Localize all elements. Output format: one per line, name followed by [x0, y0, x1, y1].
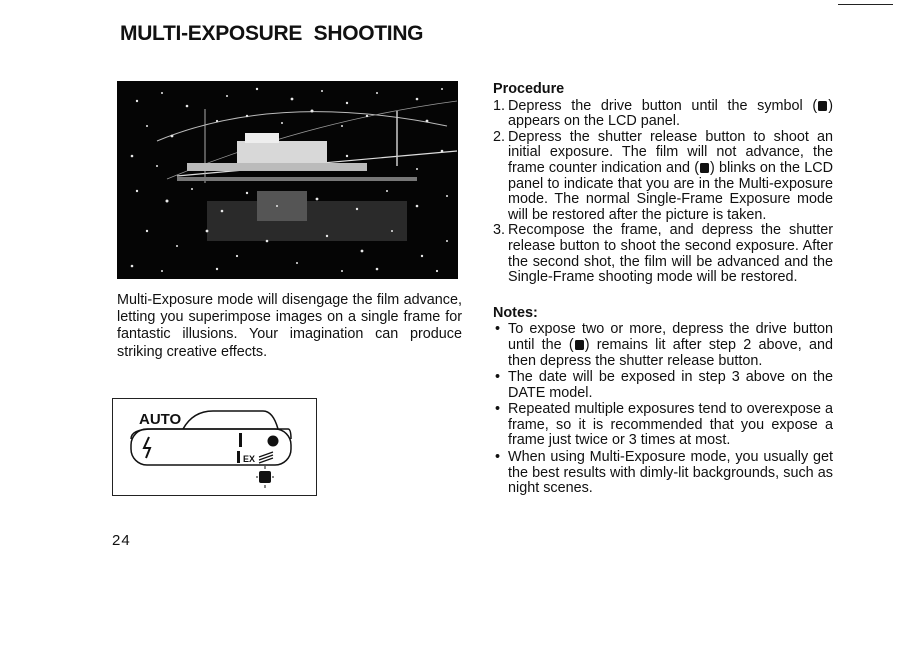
multi-exposure-symbol-icon — [699, 162, 710, 174]
step-number: 3. — [493, 222, 506, 239]
procedure-step — [493, 223, 833, 285]
flash-icon — [144, 437, 150, 458]
page-number: 24 — [112, 532, 131, 549]
multi-exposure-symbol-icon — [256, 466, 274, 488]
note-text: To expose two or more, depress the drive button until the ( — [508, 321, 833, 353]
procedure-steps — [493, 99, 833, 286]
notes-heading: Notes: — [493, 304, 538, 321]
note-item — [493, 402, 833, 449]
film-icon — [259, 452, 273, 463]
note-item — [493, 370, 833, 401]
multi-exposure-symbol-icon — [574, 339, 585, 351]
notes-list — [493, 322, 833, 497]
multi-exposure-photo — [117, 81, 458, 279]
note-text: The date will be exposed in step 3 above on the DATE model. — [508, 369, 833, 401]
step-text: Depress the drive button until the symbol ( — [508, 97, 818, 114]
intro-caption: Multi-Exposure mode will disengage the film advance, letting you superimpose images on a single frame for fantastic illusions. Your imagination can produce striking creative effects. — [117, 292, 462, 360]
step-text: ) blinks on the LCD panel to indicate that you are in the Multi-exposure mode. The normal Single-Frame Exposure mode will be restored after the picture is taken. — [508, 159, 833, 223]
note-item — [493, 450, 833, 497]
note-text: When using Multi-Exposure mode, you usually get the best results with dimly-lit backgrounds, such as night scenes. — [508, 449, 833, 497]
bullet: • — [495, 401, 501, 418]
step-text: ) appears on the LCD panel. — [508, 97, 833, 130]
multi-exposure-symbol-icon — [817, 100, 828, 112]
note-item — [493, 322, 833, 369]
step-text: Depress the shutter release button to shoot an initial exposure. The film will not advance, the frame counter indication and ( — [508, 128, 833, 176]
step-number: 2. — [493, 128, 506, 145]
procedure-column — [493, 82, 833, 498]
page-title: MULTI-EXPOSURE SHOOTING — [120, 22, 424, 45]
note-text: Repeated multiple exposures tend to overexpose a frame, so it is recommended that you expose a frame just twice or 3 times at most. — [508, 401, 833, 449]
bullet: • — [495, 369, 501, 386]
procedure-step — [493, 99, 833, 130]
procedure-heading: Procedure — [493, 81, 565, 97]
ex-label: EX — [243, 454, 256, 464]
bullet: • — [495, 449, 501, 466]
step-text: Recompose the frame, and depress the shutter release button to shoot the second exposure. After the second shot, the film will be advanced and the Single-Frame shooting mode will be restored. — [508, 222, 833, 286]
note-text: ) remains lit after step 2 above, and then depress the shutter release button. — [508, 336, 833, 369]
night-bridge-image — [117, 81, 458, 279]
top-rule — [838, 4, 893, 5]
auto-label: AUTO — [139, 411, 182, 428]
step-number: 1. — [493, 97, 506, 114]
ready-dot-icon — [268, 436, 279, 447]
bullet: • — [495, 321, 501, 338]
lcd-panel-diagram — [112, 398, 317, 496]
procedure-step — [493, 130, 833, 224]
